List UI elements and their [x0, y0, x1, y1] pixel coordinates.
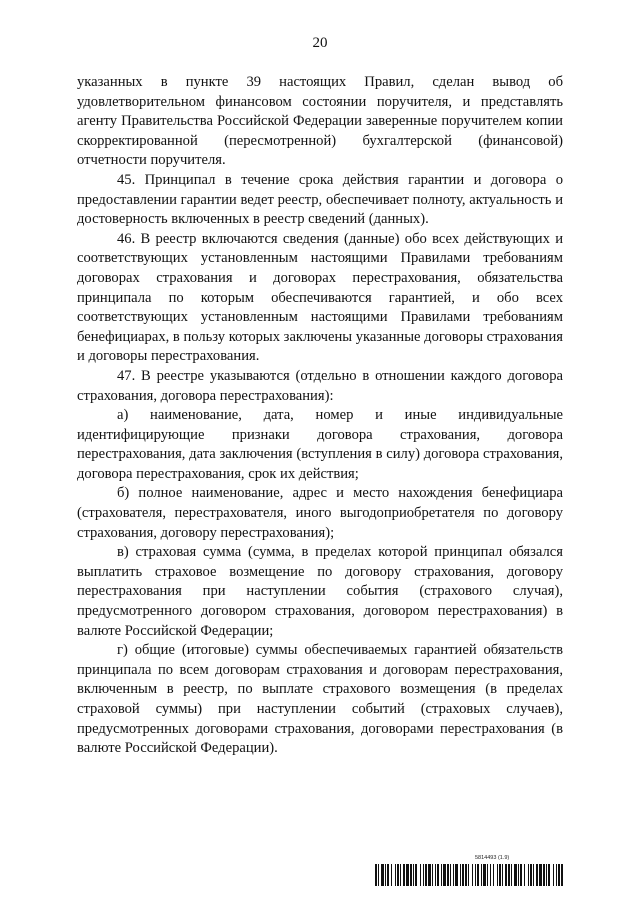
body-text — [77, 73, 563, 759]
paragraph-47-a: а) наименование, дата, номер и иные индивидуальные идентифицирующие признаки договора страхования, договора перестрахования, дата заключения (вступления в силу) договора страхования, договора перестрахования, срок их действия; — [77, 407, 563, 482]
paragraph-47-v: в) страховая сумма (сумма, в пределах которой принципал обязался выплатить страховое возмещение по договору страхования, договору перестрахования при наступлении события (страхового случая), предусмотренного договором страхования, договором перестрахования) в валюте Российской Федерации; — [77, 544, 563, 639]
barcode-bars-icon — [375, 864, 563, 886]
paragraph-47-g: г) общие (итоговые) суммы обеспечиваемых гарантией обязательств принципала по всем договорам страхования и договорам перестрахования, включенным в реестр, по выплате страхового возмещения (в пределах страховой суммы) при наступлении событий (страховых случаев), предусмотренных договорами страхования, договорами перестрахования (в валюте Российской Федерации). — [77, 642, 563, 757]
paragraph-47-b: б) полное наименование, адрес и место нахождения бенефициара (страхователя, перестрахователя, иного выгодоприобретателя по договору страхования, договору перестрахования); — [77, 485, 563, 541]
paragraph-47: 47. В реестре указываются (отдельно в отношении каждого договора страхования, договора перестрахования): — [77, 367, 563, 404]
paragraph-46: 46. В реестр включаются сведения (данные) обо всех действующих и соответствующих установленным настоящими Правилами требованиям договорах страхования и договорах перестрахования, обязательства принципала по которым обеспечиваются гарантией, и обо всех соответствующих установленным настоящими Правилами требованиям бенефициарах, в пользу которых заключены указанные договоры страхования и договоры перестрахования. — [77, 230, 563, 365]
barcode — [375, 855, 563, 887]
page-number: 20 — [312, 35, 328, 51]
paragraph-continuation: указанных в пункте 39 настоящих Правил, сделан вывод об удовлетворительном финансовом состоянии поручителя, и представлять агенту Правительства Российской Федерации заверенные поручителем копии скорректированной (пересмотренной) бухгалтерской (финансовой) отчетности поручителя. — [77, 74, 563, 169]
paragraph-45: 45. Принципал в течение срока действия гарантии и договора о предоставлении гарантии ведет реестр, обеспечивает полноту, актуальность и достоверность включенных в реестр сведений (данных). — [77, 171, 563, 228]
barcode-caption: 5814493 (1.9) — [475, 855, 510, 861]
